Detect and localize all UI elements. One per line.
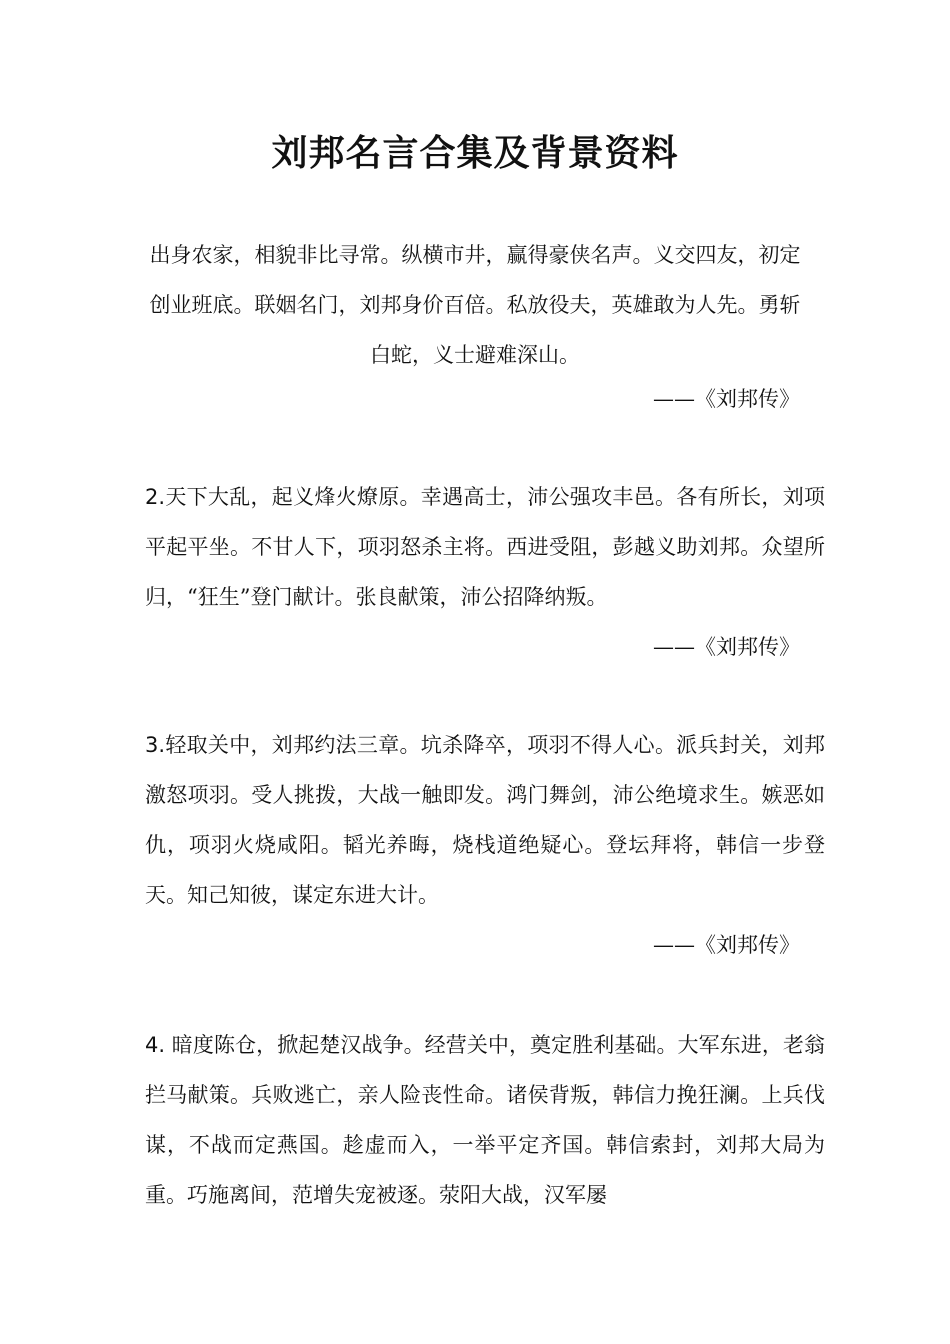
section-number: 2. xyxy=(145,485,166,509)
section-2-paragraph xyxy=(145,472,825,622)
section-text: 轻取关中，刘邦约法三章。坑杀降卒，项羽不得人心。派兵封关，刘邦激怒项羽。受人挑拨，大战一触即发。鸿门舞剑，沛公绝境求生。嫉恶如仇，项羽火烧咸阳。韬光养晦，烧栈道绝疑心。登坛拜将，韩信一步登天。知己知彼，谋定东进大计。 xyxy=(145,733,825,907)
section-number: 4. xyxy=(145,1033,172,1057)
section-3-paragraph xyxy=(145,720,825,920)
section-text: 天下大乱，起义烽火燎原。幸遇高士，沛公强攻丰邑。各有所长，刘项平起平坐。不甘人下，项羽怒杀主将。西进受阻，彭越义助刘邦。众望所归，“狂生”登门献计。张良献策，沛公招降纳叛。 xyxy=(145,485,825,609)
section-number: 3. xyxy=(145,733,166,757)
section-2-source: ——《刘邦传》 xyxy=(653,635,800,659)
section-4-paragraph xyxy=(145,1020,825,1220)
section-3-source: ——《刘邦传》 xyxy=(653,933,800,957)
document-title: 刘邦名言合集及背景资料 xyxy=(271,132,679,174)
intro-source: ——《刘邦传》 xyxy=(653,387,800,411)
section-text: 暗度陈仓，掀起楚汉战争。经营关中，奠定胜利基础。大军东进，老翁拦马献策。兵败逃亡，亲人险丧性命。诸侯背叛，韩信力挽狂澜。上兵伐谋，不战而定燕国。趁虚而入，一举平定齐国。韩信索封，刘邦大局为重。巧施离间，范增失宠被逐。荥阳大战，汉军屡 xyxy=(145,1033,826,1207)
intro-paragraph: 出身农家，相貌非比寻常。纵横市井，赢得豪侠名声。义交四友，初定创业班底。联姻名门，刘邦身价百倍。私放役夫，英雄敢为人先。勇斩白蛇，义士避难深山。 xyxy=(149,243,801,367)
